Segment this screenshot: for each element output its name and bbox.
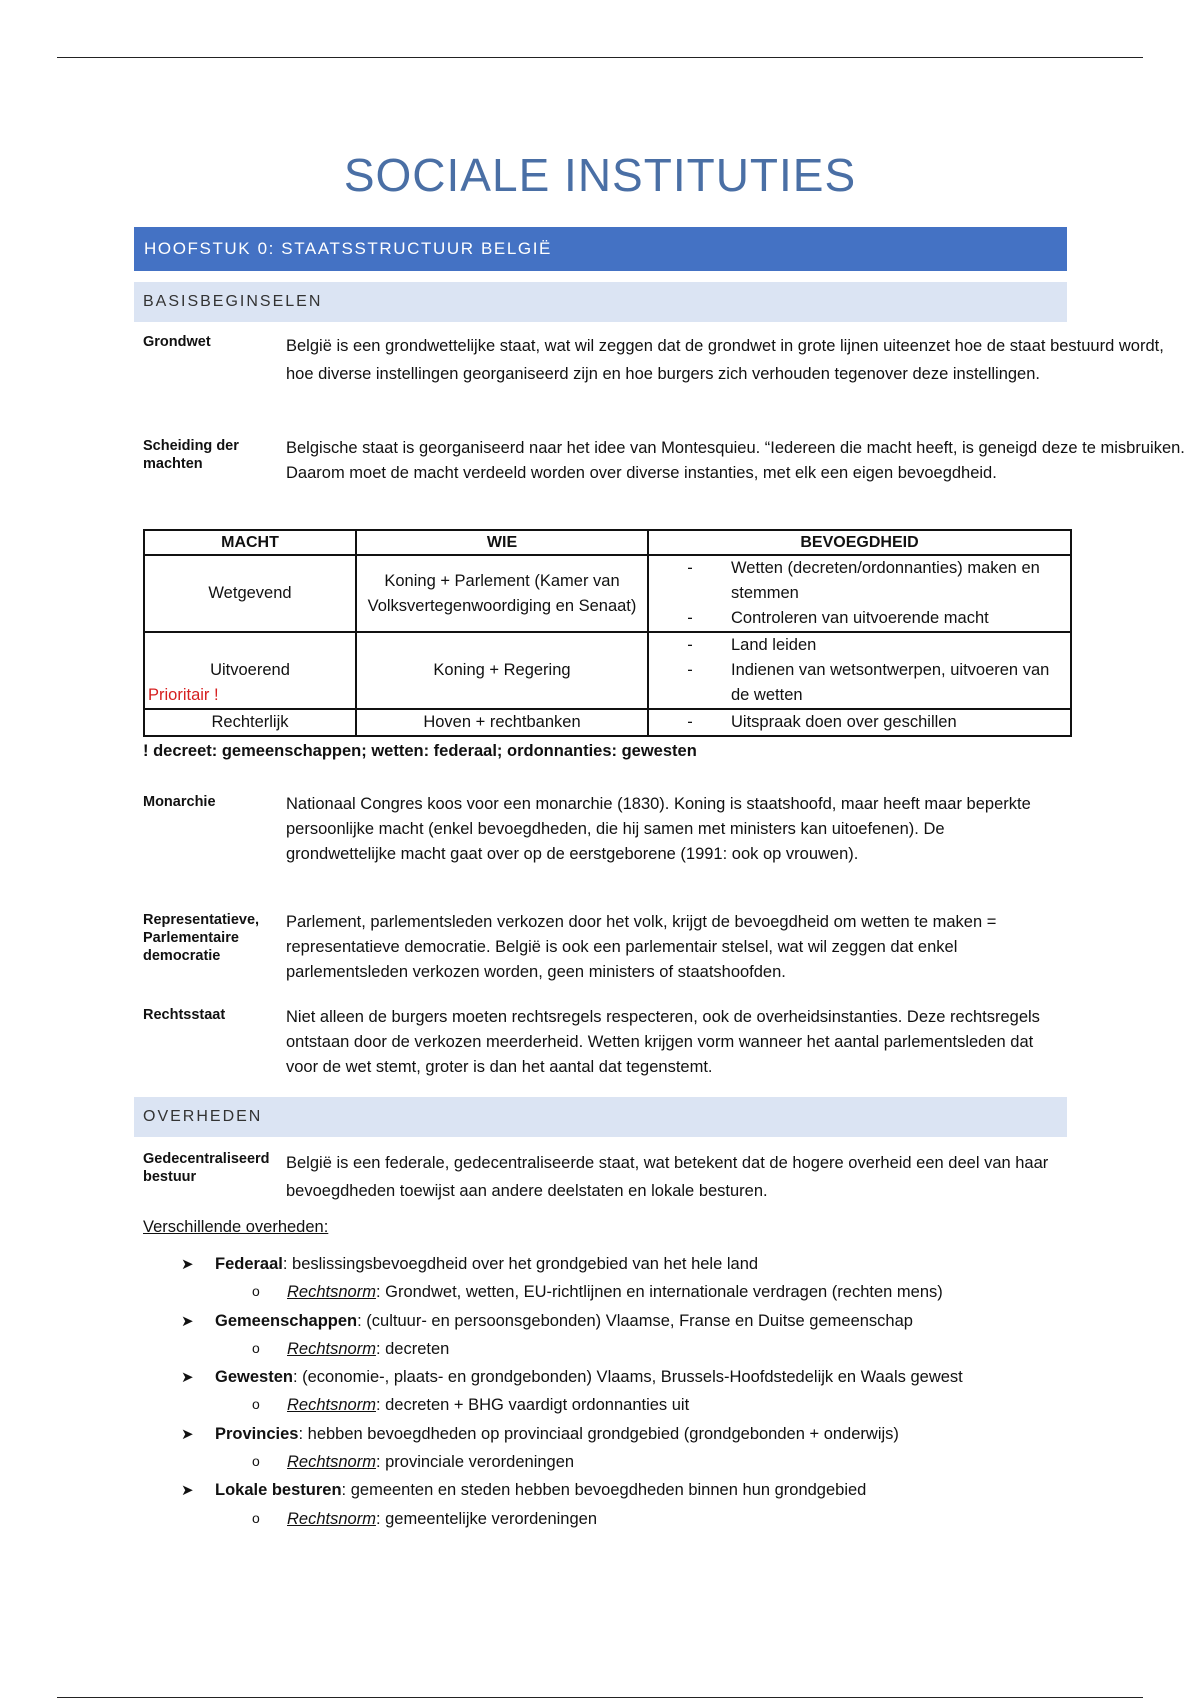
list-item-gewesten: ➤ Gewesten: (economie-, plaats- en grondgebonden) Vlaams, Brussels-Hoofdstedelijk en Waals gewest [181,1368,963,1386]
circle-bullet-icon: o [252,1510,260,1526]
table-cell-wie: Koning + Regering [356,632,648,709]
bottom-rule [57,1697,1143,1698]
list-item: - Indienen van wetsontwerpen, uitvoeren van de wetten [687,661,1050,704]
sublist-item-federaal-norm: o Rechtsnorm: Grondwet, wetten, EU-richtlijnen en internationale verdragen (rechten mens) [252,1283,943,1301]
table-cell-bevoegdheid [648,709,1071,736]
sublist-item-gemeenschappen-norm: o Rechtsnorm: decreten [252,1340,450,1358]
table-cell-wie: Hoven + rechtbanken [356,709,648,736]
term-definition: Parlement, parlementsleden verkozen door het volk, krijgt de bevoegdheid om wetten te maken = representatieve democratie. België is ook een parlementair stelsel, wat wil zeggen dat enkel parlementsleden verkozen worden, geen ministers of staatshoofden. [286,913,997,981]
table-row [144,632,1071,709]
list-item-federaal: ➤ Federaal: beslissingsbevoegdheid over het grondgebied van het hele land [181,1255,759,1273]
arrow-bullet-icon: ➤ [181,1313,194,1330]
table-header: WIE [356,530,648,555]
term-label: Gedecentraliseerd bestuur [143,1151,270,1185]
section-heading-basis: BASISBEGINSELEN [134,282,1067,322]
arrow-bullet-icon: ➤ [181,1482,194,1499]
term-label: Rechtsstaat [143,1007,226,1023]
document-title: SOCIALE INSTITUTIES [343,149,857,201]
macht-label: Uitvoerend [210,661,290,679]
list-item: - Uitspraak doen over geschillen [687,713,957,731]
arrow-bullet-icon: ➤ [181,1256,194,1273]
priority-note: Prioritair ! [148,686,219,704]
term-label: Scheiding der machten [143,438,239,472]
list-item: - Controleren van uitvoerende macht [687,609,989,627]
term-definition: Niet alleen de burgers moeten rechtsregels respecteren, ook de overheidsinstanties. Deze rechtsregels ontstaan door de verkozen meerderheid. Wetten krijgen vorm wanneer het aantal parlementsleden dat voor de wet stemt, groter is dan het aantal dat tegenstemt. [286,1008,1040,1076]
table-cell-macht: Wetgevend [144,555,356,632]
term-definition: België is een grondwettelijke staat, wat wil zeggen dat de grondwet in grote lijnen uiteenzet hoe de staat bestuurd wordt, hoe diverse instellingen georganiseerd zijn en hoe burgers zich verhouden tegenover deze instellingen. [286,337,1164,383]
list-item: - Wetten (decreten/ordonnanties) maken en stemmen [687,559,1040,602]
sublist-item-lokale-besturen-norm: o Rechtsnorm: gemeentelijke verordeningen [252,1510,598,1528]
circle-bullet-icon: o [252,1453,260,1469]
circle-bullet-icon: o [252,1340,260,1356]
circle-bullet-icon: o [252,1396,260,1412]
arrow-bullet-icon: ➤ [181,1426,194,1443]
table-header: BEVOEGDHEID [648,530,1071,555]
list-item-provincies: ➤ Provincies: hebben bevoegdheden op provinciaal grondgebied (grondgebonden + onderwijs) [181,1425,899,1443]
table-cell-wie: Koning + Parlement (Kamer van Volksvertegenwoordiging en Senaat) [356,555,648,632]
table-header-row [144,530,1071,555]
sublist-item-provincies-norm: o Rechtsnorm: provinciale verordeningen [252,1453,575,1471]
table-cell-bevoegdheid [648,632,1071,709]
decree-note: ! decreet: gemeenschappen; wetten: federaal; ordonnanties: gewesten [143,742,697,760]
term-label: Monarchie [143,794,216,810]
sublist-item-gewesten-norm: o Rechtsnorm: decreten + BHG vaardigt ordonnanties uit [252,1396,690,1414]
term-label: Representatieve, Parlementaire democratie [143,912,260,964]
table-cell-bevoegdheid [648,555,1071,632]
section-heading-overheden: OVERHEDEN [134,1097,1067,1137]
list-item-gemeenschappen: ➤ Gemeenschappen: (cultuur- en persoonsgebonden) Vlaamse, Franse en Duitse gemeenschap [181,1312,913,1330]
table-cell-macht: Rechterlijk [144,709,356,736]
chapter-heading: HOOFSTUK 0: STAATSSTRUCTUUR BELGIË [134,227,1067,271]
term-definition: België is een federale, gedecentraliseerde staat, wat betekent dat de hogere overheid een deel van haar bevoegdheden toewijst aan andere deelstaten en lokale besturen. [286,1154,1049,1200]
top-rule [57,57,1143,58]
table-row [144,555,1071,632]
table-header: MACHT [144,530,356,555]
powers-table [143,529,1072,737]
table-cell-macht [144,632,356,709]
circle-bullet-icon: o [252,1283,260,1299]
term-definition: Belgische staat is georganiseerd naar het idee van Montesquieu. “Iedereen die macht heeft, is geneigd deze te misbruiken. Daarom moet de macht verdeeld worden over diverse instanties, met elk een eigen bevoegdheid. [286,439,1185,482]
list-item: - Land leiden [687,636,817,654]
term-label: Grondwet [143,334,211,350]
term-definition: Nationaal Congres koos voor een monarchie (1830). Koning is staatshoofd, maar heeft maar beperkte persoonlijke macht (enkel bevoegdheden, die hij samen met ministers kan uitoefenen). De grondwettelijke macht gaat over op de eerstgeborene (1991: ook op vrouwen). [286,795,1031,863]
list-item-lokale-besturen: ➤ Lokale besturen: gemeenten en steden hebben bevoegdheden binnen hun grondgebied [181,1481,867,1499]
table-row [144,709,1071,736]
arrow-bullet-icon: ➤ [181,1369,194,1386]
overheden-list-intro: Verschillende overheden: [143,1218,329,1236]
